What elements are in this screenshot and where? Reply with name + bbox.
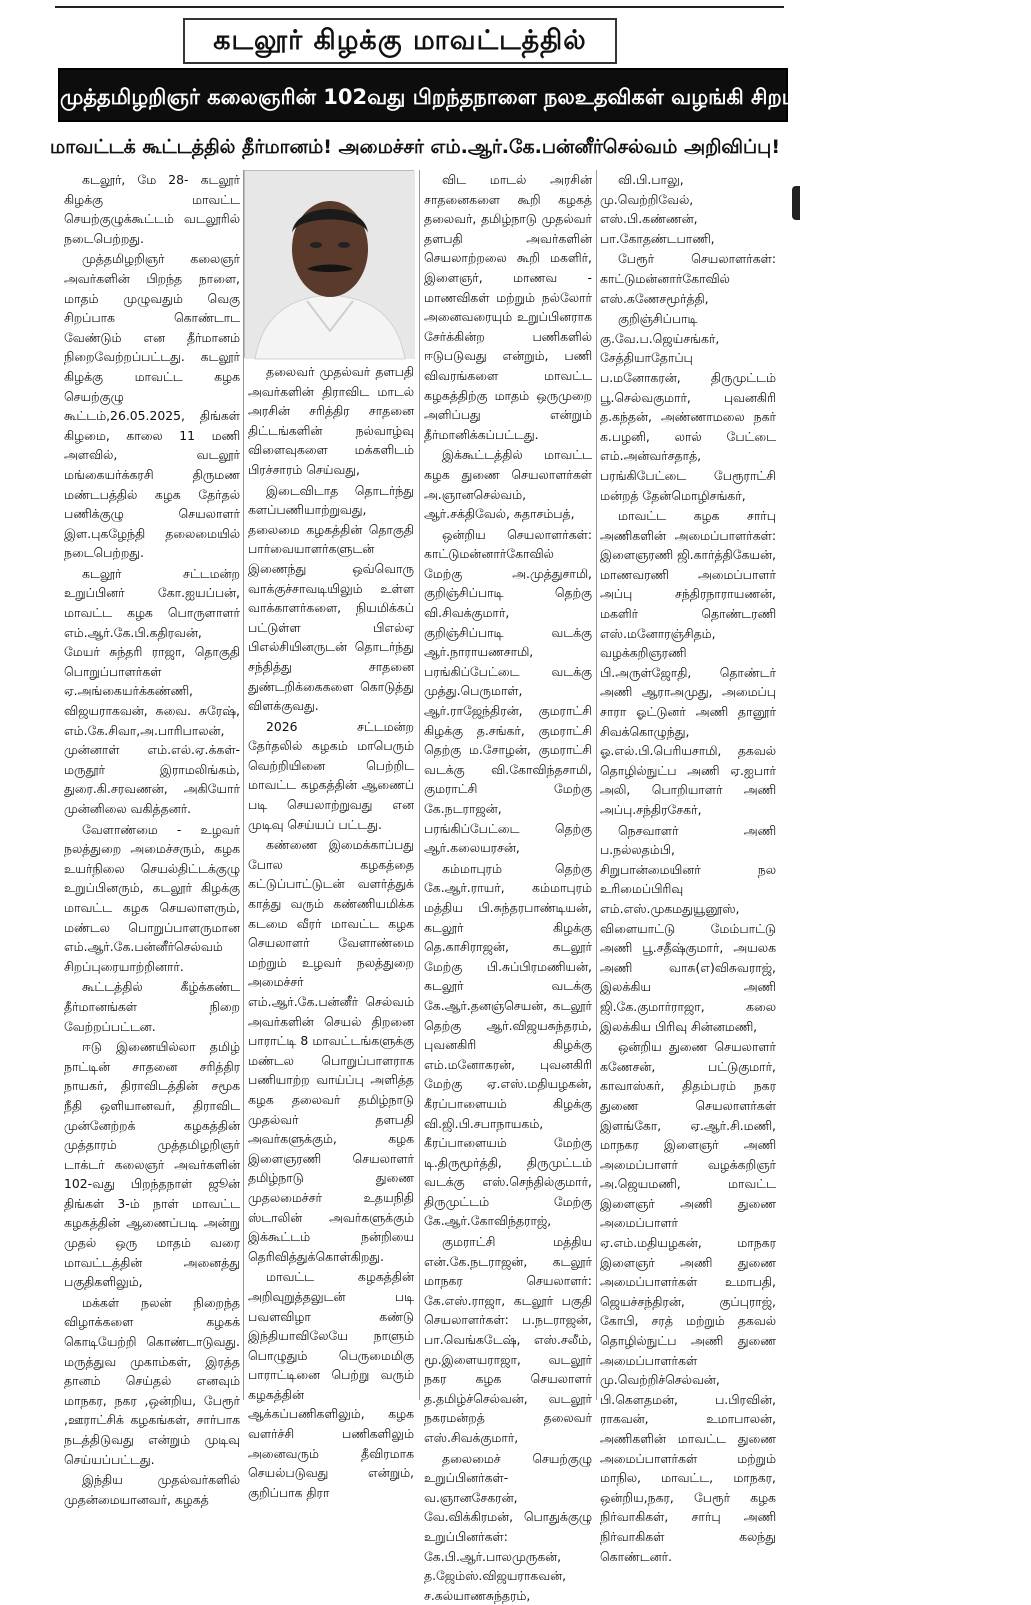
paragraph: இடைவிடாத தொடர்ந்து களப்பணியாற்றுவது, தலைமை கழகத்தின் தொகுதி பார்வையாளர்களுடன் இணைந்து ஒவ்வொரு வாக்குச்சாவடியிலும் உள்ள வாக்காளர்களை, நியமிக்கப் பட்டுள்ள பிஎல்ஏ பிஎல்சியினருடன் தொடர்ந்து சந்தித்து சாதனை துண்டறிக்கைகளை கொடுத்து விளக்குவது.	[248, 482, 414, 714]
portrait-photo-illustration	[245, 171, 415, 359]
paragraph: இந்திய முதல்வர்களில் முதன்மையானவர், கழகத்	[64, 1472, 240, 1507]
paragraph: இக்கூட்டத்தில் மாவட்ட கழக துணை செயலாளர்கள் அ.ஞானசெல்வம், ஆர்.சக்திவேல், சுதாசம்பத்,	[424, 447, 592, 522]
paragraph: கம்மாபுரம் தெற்கு கே.ஆர்.ராயர், கம்மாபுரம் மத்திய பி.சுந்தரபாண்டியன், கடலூர் கிழக்கு தெ.காசிராஜன், கடலூர் மேற்கு பி.சுப்பிரமணியன், கடலூர் வடக்கு கே.ஆர்.தனஞ்செயன், கடலூர் தெற்கு ஆர்.விஜயசுந்தரம், புவனகிரி கிழக்கு எம்.மனோகரன், புவனகிரி மேற்கு ஏ.எஸ்.மதியழகன், கீரப்பாளையம் கிழக்கு வி.ஜி.பி.சபாநாயகம், கீரப்பாளையம் மேற்கு டி.திருமூர்த்தி, திருமுட்டம் வடக்கு எஸ்.செந்தில்குமார், திருமுட்டம் மேற்கு கே.ஆர்.கோவிந்தராஜ்,	[424, 860, 592, 1229]
top-border-line	[55, 0, 784, 8]
portrait-photo	[244, 170, 414, 358]
paragraph: முத்தமிழறிஞர் கலைஞர் அவர்களின் பிறந்த நாளை, மாதம் முழுவதும் வெகு சிறப்பாக கொண்டாட வேண்டும் என தீர்மானம் நிறைவேற்றப்பட்டது. கடலூர் கிழக்கு மாவட்ட கழக செயற்குழு கூட்டம்,26.05.2025, திங்கள் கிழமை, காலை 11 மணி அளவில், வடலூர் மங்கையர்க்கரசி திருமண மண்டபத்தில் கழக தேர்தல் பணிக்குழு செயலாளர் இள.புகழேந்தி தலைமையில் நடைபெற்றது.	[64, 251, 240, 561]
article-column-2	[248, 362, 414, 1500]
paragraph: கண்ணை இமைக்காப்பது போல கழகத்தை கட்டுப்பாட்டுடன் வளர்த்துக் காத்து வரும் கண்ணியமிக்க கடமை வீரர் மாவட்ட கழக செயலாளர் வேளாண்மை மற்றும் உழவர் நலத்துறை அமைச்சர் எம்.ஆர்.கே.பன்னீர் செல்வம் அவர்களின் செயல் திறனை பாராட்டி 8 மாவட்டங்களுக்கு மண்டல பொறுப்பாளராக பணியாற்ற வாய்ப்பு அளித்த கழக தலைவர் தமிழ்நாடு முதல்வர் தளபதி அவர்களுக்கும், கழக இளைஞரணி செயலாளர் தமிழ்நாடு துணை முதலமைச்சர் உதயநிதி ஸ்டாலின் அவர்களுக்கும் இக்கூட்டம் நன்றியை தெரிவித்துக்கொள்கிறது.	[248, 837, 414, 1264]
paragraph: 2026 சட்டமன்ற தேர்தலில் கழகம் மாபெரும் வெற்றியினை பெற்றிட மாவட்ட கழகத்தின் ஆணைப் படி செயலாற்றுவது என முடிவு செய்யப் பட்டது.	[248, 718, 414, 832]
paragraph: ஈடு இணையில்லா தமிழ் நாட்டின் சாதனை சரித்திர நாயகர், திராவிடத்தின் சமூக நீதி ஒளியானவர், திராவிட முன்னேற்றக் கழகத்தின் முத்தாரம் முத்தமிழறிஞர் டாக்டர் கலைஞர் அவர்களின் 102-வது பிறந்தநாள் ஜூன் திங்கள் 3-ம் நாள் மாவட்ட கழகத்தின் ஆணைப்படி அன்று முதல் ஒரு மாதம் வரை மாவட்டத்தின் அனைத்து பகுதிகளிலும்,	[64, 1039, 240, 1290]
kicker-title: கடலூர் கிழக்கு மாவட்டத்தில்	[183, 18, 616, 64]
paragraph: கூட்டத்தில் கீழ்க்கண்ட தீர்மானங்கள் நிறை வேற்றப்பட்டன.	[64, 979, 240, 1034]
kicker-container	[0, 18, 800, 64]
paragraph: மாவட்ட கழகத்தின் அறிவுறுத்தலுடன் படி பவளவிழா கண்டு இந்தியாவிலேயே நாளும் பொழுதும் பெருமைமிகு பாராட்டினை பெற்று வரும் கழகத்தின் ஆக்கப்பணிகளிலும், கழக வளர்ச்சி பணிகளிலும் அனைவரும் தீவிரமாக செயல்படுவது என்றும், குறிப்பாக திரா	[248, 1269, 414, 1500]
paragraph: விட மாடல் அரசின் சாதனைகளை கூறி கழகத் தலைவர், தமிழ்நாடு முதல்வர் தளபதி அவர்களின் செயலாற்றலை கூறி மகளிர், இளைஞர், மாணவ - மாணவிகள் மற்றும் நல்லோர் அனைவரையும் உறுப்பினராக சேர்க்கின்ற பணிகளில் ஈடுபடுவது என்றும், பணி விவரங்களை மாவட்ட கழகத்திற்கு மாதம் ஒருமுறை அளிப்பது என்றும் தீர்மானிக்கப்பட்டது.	[424, 172, 592, 442]
main-headline: முத்தமிழறிஞர் கலைஞரின் 102வது பிறந்தநாளை நலஉதவிகள் வழங்கி சிறப்பாக கொண்டாடுவோம்!	[58, 68, 788, 122]
page-edge-marker	[792, 186, 800, 220]
article-column-1	[64, 170, 240, 1507]
paragraph: மக்கள் நலன் நிறைந்த விழாக்களை கழகக் கொடியேற்றி கொண்டாடுவது. மருத்துவ முகாம்கள், இரத்த தானம் செய்தல் எனவும் மாநகர, நகர ,ஒன்றிய, பேரூர் ,ஊராட்சிக் கழகங்கள், சார்பாக நடத்திடுவது என்றும் முடிவு செய்யப்பட்டது.	[64, 1294, 240, 1467]
article-column-4	[600, 170, 776, 1564]
paragraph: வி.பி.பாலு, மு.வெற்றிவேல், எஸ்.பி.கண்ணன், பா.கோதண்டபாணி,	[600, 172, 715, 246]
paragraph: ஒன்றிய செயலாளர்கள்: காட்டுமன்னார்கோவில் மேற்கு அ.முத்துசாமி, குறிஞ்சிப்பாடி தெற்கு வி.சிவக்குமார், குறிஞ்சிப்பாடி வடக்கு ஆர்.நாராயணசாமி, பரங்கிப்பேட்டை வடக்கு முத்து.பெருமாள், ஆர்.ராஜேந்திரன், குமராட்சி கிழக்கு த.சங்கர், குமராட்சி தெற்கு ம.சோழன், குமராட்சி வடக்கு வி.கோவிந்தசாமி, குமராட்சி மேற்கு கே.நடராஜன், பரங்கிப்பேட்டை தெற்கு ஆர்.கலையரசன்,	[424, 526, 592, 856]
paragraph: தலைமைச் செயற்குழு உறுப்பினர்கள்- வ.ஞானசேகரன், வே.விக்கிரமன், பொதுக்குழு உறுப்பினர்கள்: கே.பி.ஆர்.பாலமுருகன், த.ஜேம்ஸ்.விஜயராகவன், ச.கல்யாணசுந்தரம்,	[424, 1450, 592, 1603]
paragraph: ஒன்றிய துணை செயலாளர் கணேசன், பட்டுகுமார், காவாஸ்கர், திதம்பரம் நகர துணை செயலாளர்கள் இளங்கோ, ஏ.ஆர்.சி.மணி, மாநகர இளைஞர் அணி அமைப்பாளர் வழக்கறிஞர் அ.ஜெயமணி, மாவட்ட இளைஞர் அணி துணை அமைப்பாளர் ஏ.எம்.மதியழகன், மாநகர இளைஞர் அணி துணை அமைப்பாளர்கள் உமாபதி, ஜெயச்சந்திரன், குப்புராஜ், கோபி, சரத் மற்றும் தகவல் தொழில்நுட்ப அணி துணை அமைப்பாளர்கள் மு.வெற்றிச்செல்வன், பி.கௌதமன், ப.பிரவின், ராகவன், உமாபாலன், அணிகளின் மாவட்ட துணை அமைப்பாளர்கள் மற்றும் மாநில, மாவட்ட, மாநகர, ஒன்றிய,நகர, பேரூர் கழக நிர்வாகிகள், சார்பு அணி நிர்வாகிகள் கலந்து கொண்டனர்.	[600, 1039, 776, 1564]
subheadline: மாவட்டக் கூட்டத்தில் தீர்மானம்! அமைச்சர் எம்.ஆர்.கே.பன்னீர்செல்வம் அறிவிப்பு!	[50, 136, 780, 158]
paragraph: கடலூர் சட்டமன்ற உறுப்பினர் கோ.ஐயப்பன், மாவட்ட கழக பொருளாளர் எம்.ஆர்.கே.பி.கதிரவன், மேயர் சுந்தரி ராஜா, தொகுதி பொறுப்பாளர்கள் ஏ.அங்கையர்க்கண்ணி, விஜயராகவன், சுவை. சுரேஷ், எம்.கே.சிவா,அ.பாரிபாலன், முன்னாள் எம்.எல்.ஏ.க்கள்- மருதூர் இராமலிங்கம், துரை.கி.சரவணன், அகியோர் முன்னிலை வகித்தனர்.	[64, 565, 240, 816]
paragraph: கடலூர், மே 28- கடலூர் கிழக்கு மாவட்ட செயற்குழுக்கூட்டம் வடலூரில் நடைபெற்றது.	[64, 172, 240, 246]
paragraph: மாவட்ட கழக சார்பு அணிகளின் அமைப்பாளர்கள்: இளைஞரணி ஜி.கார்த்திகேயன், மாணவரணி அமைப்பாளர் அப்பு சந்திரநாராயணன், மகளிர் தொண்டரணி எஸ்.மனோரஞ்சிதம், வழக்கறிஞரணி பி.அருள்ஜோதி, தொண்டர் அணி ஆராஅமுது, அமைப்பு சாரா ஓட்டுனர் அணி தானூர் சிவக்கொழுந்து, ஓ.எல்.பி.பெரியசாமி, தகவல் தொழில்நுட்ப அணி ஏ.ஐபார் அலி, பொறியாளர் அணி அப்பு.சந்திரசேகர்,	[600, 508, 776, 817]
paragraph: வேளாண்மை - உழவர் நலத்துறை அமைச்சரும், கழக உயர்நிலை செயல்திட்டக்குழு உறுப்பினரும், கடலூர் கிழக்கு மாவட்ட கழக செயலாளரும், மண்டல பொறுப்பாளருமான எம்.ஆர்.கே.பன்னீர்செல்வம் சிறப்புரையாற்றினார்.	[64, 821, 240, 974]
paragraph: குறிஞ்சிப்பாடி கு.வே.ப.ஜெய்சங்கர், சேத்தியாதோப்பு ப.மனோகரன், திருமுட்டம் பூ.செல்வகுமார், புவனகிரி த.கந்தன், அண்ணாமலை நகர் க.பழனி, லால் பேட்டை எம்.அன்வர்சதாத், பரங்கிபேட்டை பேரூராட்சி மன்றத் தேன்மொழிசங்கர்,	[600, 311, 776, 503]
paragraph: நெசவாளர் அணி ப.நல்லதம்பி, சிறுபான்மையினர் நல உரிமைப்பிரிவு எம்.எஸ்.முகமதுயூனூஸ், விளையாட்டு மேம்பாட்டு அணி பூ.சதீஷ்குமார், அயலக அணி வாசு(எ)விசுவராஜ், இலக்கிய அணி ஜி.கே.குமார்ராஜா, கலை இலக்கிய பிரிவு சின்னமணி,	[600, 822, 776, 1034]
article-column-3	[424, 170, 592, 1603]
paragraph: தலைவர் முதல்வர் தளபதி அவர்களின் திராவிட மாடல் அரசின் சரித்திர சாதனை திட்டங்களின் நல்வாழ்வு விளைவுகளை மக்களிடம் பிரச்சாரம் செய்வது,	[248, 364, 414, 477]
paragraph: பேரூர் செயலாளர்கள்: காட்டுமன்னார்கோவில் எஸ்.கணேசமூர்த்தி,	[600, 251, 776, 306]
paragraph: குமராட்சி மத்திய என்.கே.நடராஜன், கடலூர் மாநகர செயலாளர்: கே.எஸ்.ராஜா, கடலூர் பகுதி செயலாளர்கள்: ப.நடராஜன், பா.வெங்கடேஷ், எஸ்.சலீம், மூ.இளையராஜா, வடலூர் நகர கழக செயலாளர் த.தமிழ்ச்செல்வன், வடலூர் நகரமன்றத் தலைவர் எஸ்.சிவக்குமார்,	[424, 1234, 592, 1445]
column-rule	[596, 170, 597, 1400]
column-rule	[419, 170, 420, 1400]
